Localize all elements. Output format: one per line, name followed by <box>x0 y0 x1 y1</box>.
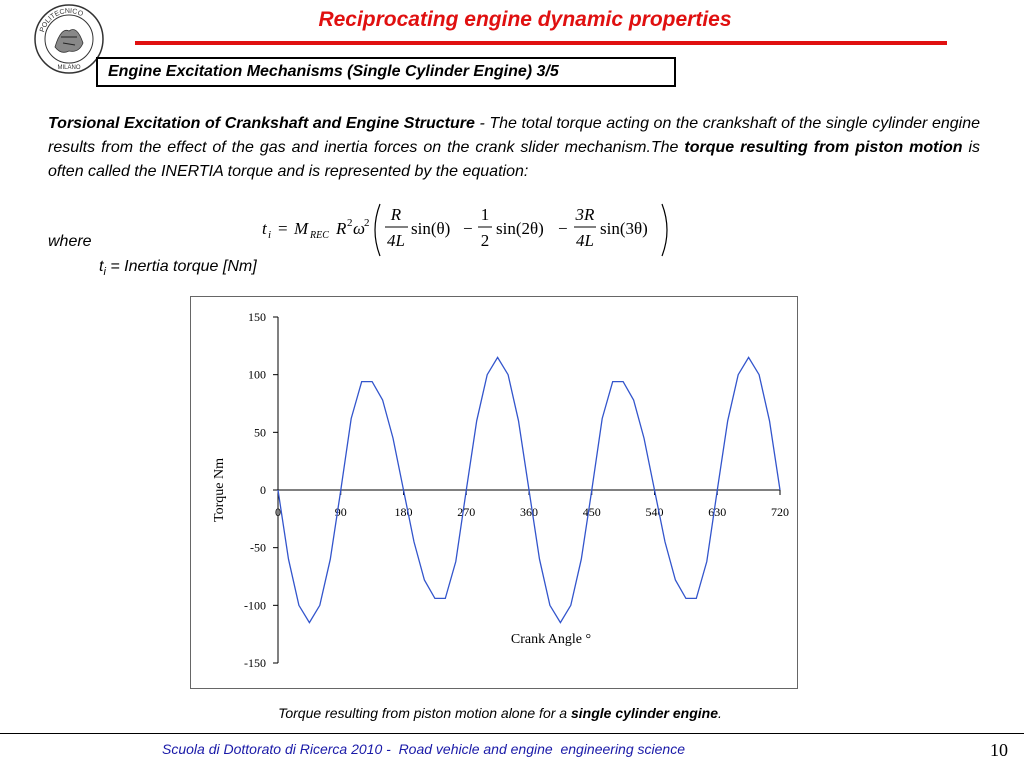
x-tick-label: 90 <box>334 505 347 519</box>
eq-frac3-num: 3R <box>575 205 595 224</box>
chart-caption <box>100 705 900 721</box>
paragraph-text-2: is often called the INERTIA torque and is represented by the equation: <box>48 139 981 180</box>
eq-equals: = <box>278 219 288 238</box>
eq-frac3-den: 4L <box>576 231 594 250</box>
x-tick-label: 630 <box>708 505 727 519</box>
caption-text: Torque resulting from piston motion alone for a <box>278 705 571 721</box>
inertia-torque-equation <box>258 202 678 258</box>
title-divider <box>135 41 947 45</box>
y-tick-label: -50 <box>250 540 266 555</box>
y-tick-label: 50 <box>254 425 266 440</box>
eq-lhs: t <box>262 219 267 238</box>
y-tick-label: 100 <box>248 367 266 382</box>
eq-omega-square: 2 <box>364 217 370 229</box>
torque-chart <box>190 296 798 689</box>
eq-frac1-num: R <box>390 205 402 224</box>
eq-sin1: sin(θ) <box>411 219 451 238</box>
y-tick-label: 150 <box>248 310 266 324</box>
torque-chart-svg <box>191 297 797 688</box>
svg-text:POLITECNICO <box>39 8 84 33</box>
eq-frac2-den: 2 <box>480 231 490 250</box>
eq-right-paren <box>662 204 667 256</box>
x-tick-label: 720 <box>771 505 789 519</box>
y-tick-label: -150 <box>244 656 266 670</box>
eq-mass: M <box>294 219 309 238</box>
logo-top-text: POLITECNICO <box>38 7 84 34</box>
eq-omega: ω <box>353 219 366 238</box>
x-tick-label: 0 <box>275 505 281 519</box>
x-tick-label: 540 <box>645 505 664 519</box>
footer-divider <box>0 733 1024 734</box>
eq-minus2: − <box>558 219 568 238</box>
def-subscript: i <box>103 266 106 279</box>
section-subtitle: Engine Excitation Mechanisms (Single Cylinder Engine) 3/5 <box>96 57 676 87</box>
eq-r-square: 2 <box>347 217 353 229</box>
eq-sin2: sin(2θ) <box>496 219 544 238</box>
slide-title: Reciprocating engine dynamic properties <box>318 8 732 31</box>
x-tick-label: 360 <box>520 505 538 519</box>
footer-text: Scuola di Dottorato di Ricerca 2010 - Road vehicle and engine engineering science <box>162 741 685 757</box>
eq-left-paren <box>375 204 380 256</box>
logo-bottom-text: MILANO <box>57 65 81 71</box>
def-symbol: t <box>99 258 104 275</box>
body-paragraph <box>48 112 980 184</box>
politecnico-logo <box>33 3 105 75</box>
eq-minus1: − <box>463 219 473 238</box>
page-number: 10 <box>990 740 1008 760</box>
caption-end: . <box>718 705 722 721</box>
eq-frac1-den: 4L <box>387 231 405 250</box>
y-axis-label: Torque Nm <box>212 458 227 522</box>
eq-r: R <box>336 219 347 238</box>
paragraph-emphasis: torque resulting from piston motion <box>684 139 963 156</box>
where-label: where <box>48 233 92 250</box>
caption-bold: single cylinder engine <box>570 705 719 721</box>
x-tick-label: 180 <box>394 505 413 519</box>
x-tick-label: 450 <box>582 505 601 519</box>
paragraph-text-1: - The total torque acting on the crankshaft of the single cylinder engine results from the effect of the gas and inertia forces on the crank slider mechanism.The <box>48 115 980 156</box>
y-tick-label: -100 <box>244 598 266 613</box>
x-tick-label: 270 <box>457 505 476 519</box>
eq-frac2-num: 1 <box>480 205 490 224</box>
variable-definition <box>99 258 257 278</box>
x-axis-label: Crank Angle ° <box>510 632 592 647</box>
def-text: = Inertia torque [Nm] <box>105 258 257 275</box>
y-tick-label: 0 <box>260 483 266 497</box>
eq-lhs-sub: i <box>268 229 272 241</box>
eq-sin3: sin(3θ) <box>600 219 648 238</box>
eq-mass-sub: REC <box>310 230 329 241</box>
paragraph-heading: Torsional Excitation of Crankshaft and Engine Structure <box>48 115 475 132</box>
